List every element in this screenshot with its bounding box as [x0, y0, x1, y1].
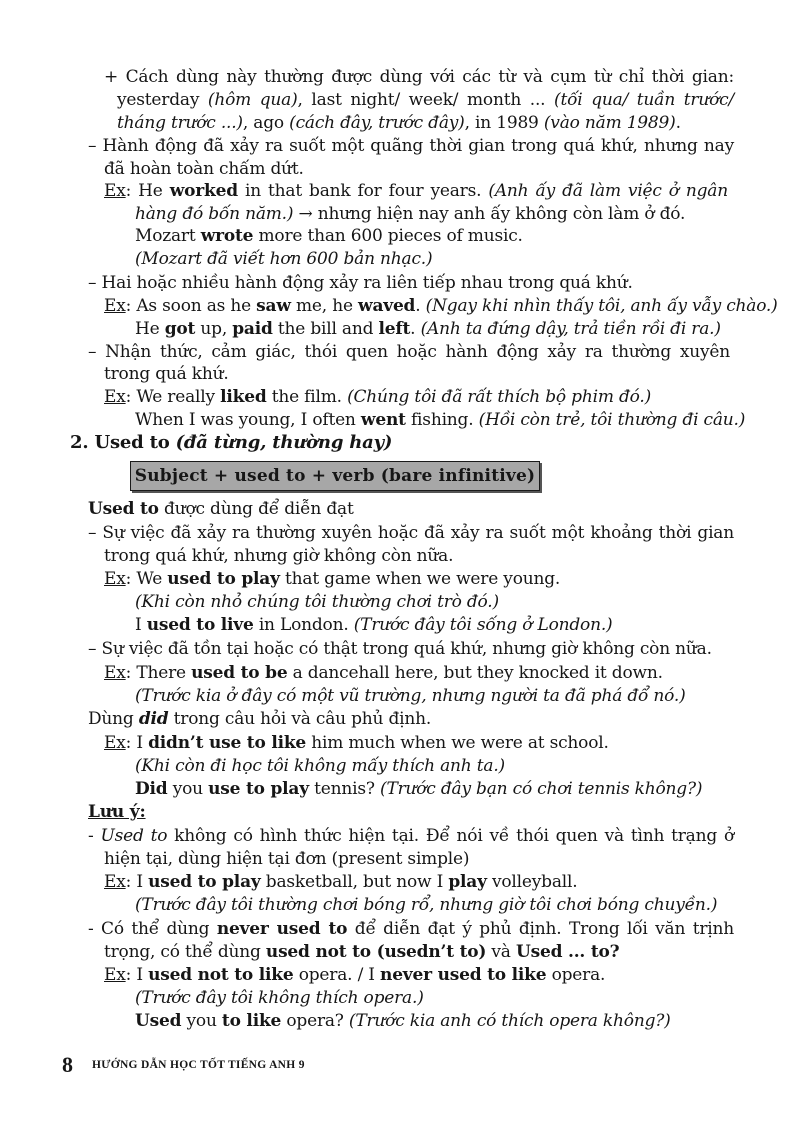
bold-text: wrote	[200, 226, 254, 246]
example-label: Ex	[104, 387, 126, 407]
text-run: When I was young, I often	[135, 410, 361, 430]
translation-line	[135, 755, 505, 777]
text-run: yesterday	[117, 90, 208, 110]
bold-text: used to play	[148, 872, 261, 892]
bold-text: waved	[358, 296, 416, 316]
bold-text: never used to	[216, 919, 348, 939]
example-line	[135, 778, 702, 800]
italic-translation: Used to	[100, 826, 168, 846]
text-line	[117, 89, 734, 111]
text-run: fishing.	[405, 410, 479, 430]
text-line	[88, 825, 734, 847]
translation-line	[135, 987, 424, 1009]
text-run: .	[675, 113, 681, 133]
example-line	[104, 662, 663, 684]
note-heading	[88, 801, 146, 823]
bold-text: used not to like	[148, 965, 294, 985]
text-run: - Có thể dùng	[88, 919, 217, 939]
italic-translation: (Trước đây tôi sống ở London.)	[353, 615, 613, 635]
text-run: được dùng để diễn đạt	[158, 499, 354, 519]
bold-text: used not to (usedn’t to)	[265, 942, 487, 962]
example-label: Ex	[104, 872, 126, 892]
text-run: : We	[125, 569, 168, 589]
example-line	[135, 225, 523, 247]
text-run: tennis?	[308, 779, 381, 799]
text-run: không có hình thức hiện tại. Để nói về thói quen và tình trạng ở	[167, 826, 734, 846]
example-line	[104, 386, 651, 408]
text-run: basketball, but now I	[260, 872, 449, 892]
text-line	[104, 158, 304, 180]
bold-italic-text: (đã từng, thường hay)	[175, 432, 393, 453]
text-run: in London.	[253, 615, 354, 635]
text-run: : As soon as he	[125, 296, 257, 316]
example-line	[135, 318, 721, 340]
text-run: volleyball.	[486, 872, 578, 892]
translation-line	[135, 248, 432, 270]
text-run: : We really	[125, 387, 221, 407]
text-run: opera?	[281, 1011, 349, 1031]
text-line	[104, 848, 469, 870]
text-run: – Hành động đã xảy ra suốt một quãng thời gian trong quá khứ, nhưng nay	[88, 136, 734, 156]
text-run: : I	[125, 965, 149, 985]
underlined-text: Lưu ý:	[88, 802, 146, 822]
italic-translation: (Anh ấy đã làm việc ở ngân	[488, 181, 728, 201]
italic-translation: (Khi còn nhỏ chúng tôi thường chơi trò đó.)	[135, 592, 499, 612]
text-line	[88, 708, 431, 730]
italic-translation: (Khi còn đi học tôi không mấy thích anh ta.)	[135, 756, 505, 776]
example-label: Ex	[104, 663, 126, 683]
example-line	[135, 1010, 671, 1032]
bold-text: to like	[221, 1011, 282, 1031]
text-line	[88, 918, 734, 940]
italic-translation: (Trước kia anh có thích opera không?)	[348, 1011, 671, 1031]
italic-translation: (Trước kia ở đây có một vũ trường, nhưng người ta đã phá đổ nó.)	[135, 686, 686, 706]
text-run: – Sự việc đã xảy ra thường xuyên hoặc đã xảy ra suốt một khoảng thời gian	[88, 523, 734, 543]
text-run: trong quá khứ, nhưng giờ không còn nữa.	[104, 546, 454, 566]
bold-text: went	[360, 410, 406, 430]
text-run: trọng, có thể dùng	[104, 942, 266, 962]
bold-text: used to be	[191, 663, 288, 683]
example-line	[104, 180, 728, 202]
text-run: → nhưng hiện nay anh ấy không còn làm ở đó.	[293, 204, 686, 224]
example-label: Ex	[104, 181, 126, 201]
text-run: : He	[125, 181, 170, 201]
text-run: , ago	[242, 113, 290, 133]
bold-text: didn’t use to like	[148, 733, 307, 753]
text-run: him much when we were at school.	[306, 733, 609, 753]
text-line	[88, 341, 730, 363]
italic-translation: (vào năm 1989)	[543, 113, 676, 133]
text-line	[104, 545, 453, 567]
text-run: + Cách dùng này thường được dùng với các từ và cụm từ chỉ thời gian:	[104, 67, 734, 87]
translation-line	[135, 894, 717, 916]
bold-text: paid	[232, 319, 273, 339]
text-run: để diễn đạt ý phủ định. Trong lối văn trịnh	[347, 919, 735, 939]
text-run: -	[88, 826, 101, 846]
text-line	[88, 272, 633, 294]
page-number: 8	[62, 1052, 73, 1077]
text-run: trong câu hỏi và câu phủ định.	[168, 709, 432, 729]
text-run: hiện tại, dùng hiện tại đơn (present simple)	[104, 849, 470, 869]
example-line	[135, 614, 612, 636]
text-run: you	[181, 1011, 222, 1031]
bold-italic-text: did	[138, 709, 169, 729]
italic-translation: (tối qua/ tuần trước/	[554, 90, 734, 110]
text-run: .	[410, 319, 421, 339]
italic-translation: (cách đây, trước đây)	[289, 113, 465, 133]
italic-translation: (Ngay khi nhìn thấy tôi, anh ấy vẫy chào.)	[425, 296, 778, 316]
italic-translation: (Anh ta đứng dậy, trả tiền rồi đi ra.)	[420, 319, 721, 339]
bold-text: Used	[135, 1011, 182, 1031]
italic-translation: (Mozart đã viết hơn 600 bản nhạc.)	[135, 249, 433, 269]
text-run: Dùng	[88, 709, 139, 729]
italic-translation: (Chúng tôi đã rất thích bộ phim đó.)	[347, 387, 652, 407]
text-line	[104, 66, 734, 88]
book-title: HƯỚNG DẪN HỌC TỐT TIẾNG ANH 9	[92, 1059, 305, 1071]
text-line	[117, 112, 681, 134]
text-run: opera.	[546, 965, 606, 985]
text-line	[88, 638, 712, 660]
text-run: : I	[125, 872, 149, 892]
example-line	[135, 409, 745, 431]
bold-text: 2. Used to	[70, 432, 176, 453]
text-run: He	[135, 319, 165, 339]
italic-translation: (Trước đây tôi thường chơi bóng rổ, nhưng giờ tôi chơi bóng chuyền.)	[135, 895, 718, 915]
bold-text: liked	[220, 387, 267, 407]
text-line	[88, 498, 354, 520]
text-run: that game when we were young.	[279, 569, 561, 589]
text-line	[104, 363, 229, 385]
text-run: , last night/ week/ month ...	[297, 90, 555, 110]
bold-text: used to play	[167, 569, 280, 589]
bold-text: got	[164, 319, 196, 339]
text-run: the bill and	[272, 319, 379, 339]
text-run: up,	[195, 319, 233, 339]
text-run: – Nhận thức, cảm giác, thói quen hoặc hành động xảy ra thường xuyên	[88, 342, 730, 362]
example-label: Ex	[104, 965, 126, 985]
text-run: – Hai hoặc nhiều hành động xảy ra liên tiếp nhau trong quá khứ.	[88, 273, 633, 293]
text-run: , in 1989	[464, 113, 544, 133]
text-line	[104, 941, 619, 963]
translation-line	[135, 685, 686, 707]
text-line	[88, 522, 734, 544]
bold-text: left	[378, 319, 411, 339]
example-line	[104, 568, 560, 590]
text-run: : I	[125, 733, 149, 753]
bold-text: used to live	[146, 615, 254, 635]
italic-translation: (hôm qua)	[207, 90, 298, 110]
section-heading	[70, 432, 392, 454]
text-run: đã hoàn toàn chấm dứt.	[104, 159, 304, 179]
example-label: Ex	[104, 569, 126, 589]
text-run: trong quá khứ.	[104, 364, 229, 384]
bold-text: Used ... to?	[515, 942, 620, 962]
text-run: I	[135, 615, 147, 635]
example-label: Ex	[104, 296, 126, 316]
italic-translation: (Trước đây tôi không thích opera.)	[135, 988, 424, 1008]
text-run: .	[415, 296, 426, 316]
bold-text: worked	[169, 181, 238, 201]
formula-box: Subject + used to + verb (bare infinitive)	[130, 461, 540, 491]
example-line	[104, 295, 778, 317]
text-run: you	[167, 779, 209, 799]
bold-text: use to play	[208, 779, 309, 799]
bold-text: never used to like	[380, 965, 547, 985]
example-label: Ex	[104, 733, 126, 753]
example-line	[104, 732, 609, 754]
text-run: và	[486, 942, 516, 962]
italic-translation: (Trước đây bạn có chơi tennis không?)	[380, 779, 703, 799]
bold-text: Used to	[88, 499, 159, 519]
example-line	[104, 871, 577, 893]
translation-line	[135, 591, 499, 613]
text-run: me, he	[290, 296, 359, 316]
example-line	[135, 203, 685, 225]
bold-text: saw	[256, 296, 291, 316]
text-run: Mozart	[135, 226, 201, 246]
text-run: – Sự việc đã tồn tại hoặc có thật trong quá khứ, nhưng giờ không còn nữa.	[88, 639, 712, 659]
italic-translation: tháng trước ...)	[117, 113, 243, 133]
text-run: in that bank for four years.	[237, 181, 489, 201]
text-run: a dancehall here, but they knocked it down.	[287, 663, 663, 683]
italic-translation: hàng đó bốn năm.)	[135, 204, 294, 224]
example-line	[104, 964, 605, 986]
italic-translation: (Hồi còn trẻ, tôi thường đi câu.)	[478, 410, 746, 430]
text-run: more than 600 pieces of music.	[253, 226, 523, 246]
text-run: : There	[125, 663, 192, 683]
bold-text: play	[448, 872, 487, 892]
text-run: opera. / I	[293, 965, 381, 985]
text-run: the film.	[266, 387, 348, 407]
text-line	[88, 135, 734, 157]
bold-text: Did	[135, 779, 168, 799]
